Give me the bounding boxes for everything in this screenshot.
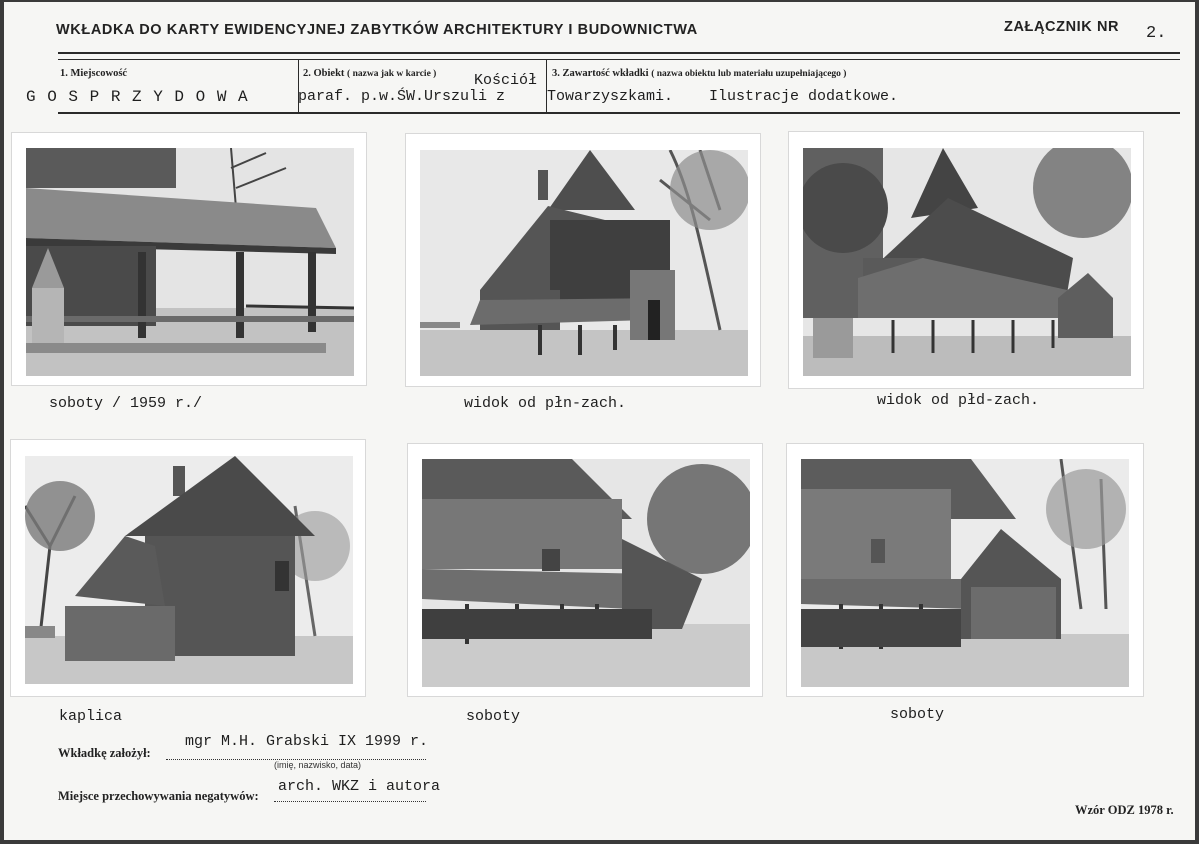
sheet-title: WKŁADKA DO KARTY EWIDENCYJNEJ ZABYTKÓW ARCHITEKTURY I BUDOWNICTWA xyxy=(56,22,698,38)
photo-arcades-2 xyxy=(801,459,1129,687)
photo-frame-3 xyxy=(788,131,1144,389)
annex-number: 2. xyxy=(1146,24,1167,43)
object-label: 2. Obiekt ( nazwa jak w karcie ) xyxy=(303,68,437,79)
photo-frame-5 xyxy=(407,443,763,697)
form-pattern: Wzór ODZ 1978 r. xyxy=(1075,803,1174,817)
photo-caption-3: widok od płd-zach. xyxy=(877,392,1040,409)
header-bottom-rule xyxy=(58,112,1180,114)
founder-value: mgr M.H. Grabski IX 1999 r. xyxy=(185,733,429,750)
photo-caption-1: soboty / 1959 r./ xyxy=(49,395,203,412)
contents-label: 3. Zawartość wkładki ( nazwa obiektu lub materiału uzupełniającego ) xyxy=(552,68,847,79)
photo-porch xyxy=(26,148,354,376)
header-divider-2 xyxy=(546,59,547,114)
header-divider-1 xyxy=(298,59,299,114)
locality-label: 1. Miejscowość xyxy=(60,68,128,79)
photo-view-nw xyxy=(420,150,748,376)
photo-caption-6: soboty xyxy=(890,706,945,723)
photo-frame-4 xyxy=(10,439,366,697)
negatives-label: Miejsce przechowywania negatywów: xyxy=(58,789,259,803)
header-top-rule xyxy=(58,52,1180,54)
founder-hint: (imię, nazwisko, data) xyxy=(274,760,362,770)
contents-value: Towarzyszkami. Ilustracje dodatkowe. xyxy=(547,88,899,105)
photo-caption-5: soboty xyxy=(466,708,521,725)
photo-view-sw xyxy=(803,148,1131,376)
photo-frame-2 xyxy=(405,133,761,387)
founder-label: Wkładkę założył: xyxy=(58,746,151,760)
photo-frame-6 xyxy=(786,443,1144,697)
photo-chapel xyxy=(25,456,353,684)
photo-caption-2: widok od płn-zach. xyxy=(464,395,627,412)
photo-caption-4: kaplica xyxy=(59,708,123,725)
header-mid-rule xyxy=(58,59,1180,60)
annex-label: ZAŁĄCZNIK NR xyxy=(1004,19,1120,35)
locality-value: G O S P R Z Y D O W A xyxy=(26,88,249,106)
record-sheet xyxy=(4,2,1195,840)
object-value: paraf. p.w.ŚW.Urszuli z xyxy=(298,88,506,105)
negatives-dotted-line xyxy=(274,801,426,802)
object-value-top: Kościół xyxy=(474,72,538,89)
photo-frame-1 xyxy=(11,132,367,386)
photo-arcades-1 xyxy=(422,459,750,687)
negatives-value: arch. WKZ i autora xyxy=(278,778,441,795)
